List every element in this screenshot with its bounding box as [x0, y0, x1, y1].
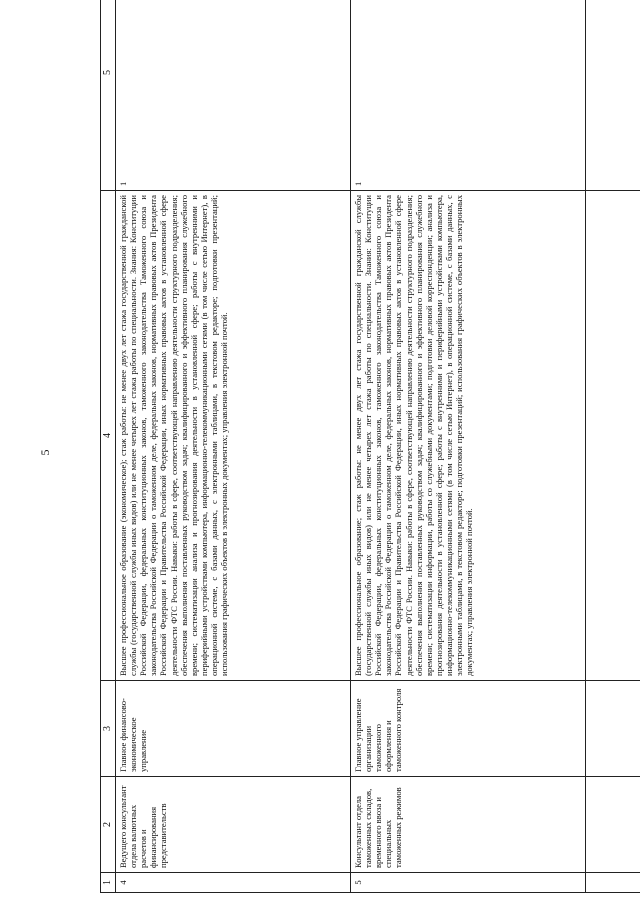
- column-5-cell: 1: [115, 0, 350, 191]
- header-cell-4: 4: [101, 191, 116, 681]
- empty-cell: [585, 0, 640, 191]
- column-5-cell: 1: [350, 0, 585, 191]
- table-row: [350, 0, 585, 893]
- requirements-cell: Высшее профессиональное образование (экономическое); стаж работы: не менее двух лет стажа государственной гражданской службы (государственной службы иных видов) или не менее четырех лет стажа работы по специальности. Знания: Конституции Российской Федерации, федеральных конституционных законов, таможенного законодательства Таможенного союза и законодательства Российской Федерации о таможенном деле, федеральных законов, нормативных правовых актов Президента Российской Федерации и Правительства Российской Федерации, иных нормативных правовых актов в установленной сфере деятельности ФТС России. Навыки: работы в сфере, соответствующей направлению деятельности структурного подразделения; обеспечения выполнения поставленных руководством задач; квалифицированного и эффективного планирования служебного времени; систематизации анализа и прогнозирования деятельности в установленной сфере; работы с внутренними и периферийными устройствами компьютера, информационно-телекоммуникационными сетями (в том числе сетью Интернет), в операционной системе, с базами данных, с электронными таблицами, в текстовом редакторе; подготовки презентаций; использования графических объектов в электронных документах; управления электронной почтой.: [115, 191, 350, 681]
- position-title-cell: Консультант отдела таможенных складов, временного ввоза и специальных таможенных режимов: [350, 777, 585, 873]
- header-cell-5: 5: [101, 0, 116, 191]
- header-cell-3: 3: [101, 681, 116, 777]
- header-cell-1: 1: [101, 873, 116, 893]
- row-number-cell: 4: [115, 873, 350, 893]
- positions-table: [100, 0, 640, 893]
- page-number: 5: [38, 449, 52, 456]
- row-number-cell: 5: [350, 873, 585, 893]
- header-cell-2: 2: [101, 777, 116, 873]
- empty-cell: [585, 777, 640, 873]
- empty-cell: [585, 681, 640, 777]
- position-title-cell: Ведущего консультант отдела валютных расчетов и финансирования представительств: [115, 777, 350, 873]
- table-row: [115, 0, 350, 893]
- table-header-row: [101, 0, 116, 893]
- table-row: [585, 0, 640, 893]
- department-cell: Главное управление организации таможенного оформления и таможенного контроля: [350, 681, 585, 777]
- empty-cell: [585, 873, 640, 893]
- empty-cell: [585, 191, 640, 681]
- requirements-cell: Высшее профессиональное образование; стаж работы: не менее двух лет стажа государственной гражданской службы (государственной службы иных видов) или не менее четырех лет стажа работы по специальности. Знания: Конституции Российской Федерации, федеральных конституционных законов, таможенного законодательства Таможенного союза и законодательства Российской Федерации о таможенном деле, федеральных законов, нормативных правовых актов Президента Российской Федерации и Правительства Российской Федерации, иных нормативных правовых актов в установленной сфере деятельности ФТС России. Навыки: работы в сфере, соответствующей направлению деятельности структурного подразделения; обеспечения выполнения поставленных руководством задач; квалифицированного и эффективного планирования служебного времени; систематизации информации, работы со служебными документами; подготовки деловой корреспонденции; анализа и прогнозирования деятельности в установленной сфере; работы с внутренними и периферийными устройствами компьютера, информационно-телекоммуникационными сетями (в том числе сетью Интернет), в операционной системе, с базами данных, с электронными таблицами, в текстовом редакторе; подготовки презентаций; использования графических объектов в электронных документах; управления электронной почтой.: [350, 191, 585, 681]
- department-cell: Главное финансово-экономическое управление: [115, 681, 350, 777]
